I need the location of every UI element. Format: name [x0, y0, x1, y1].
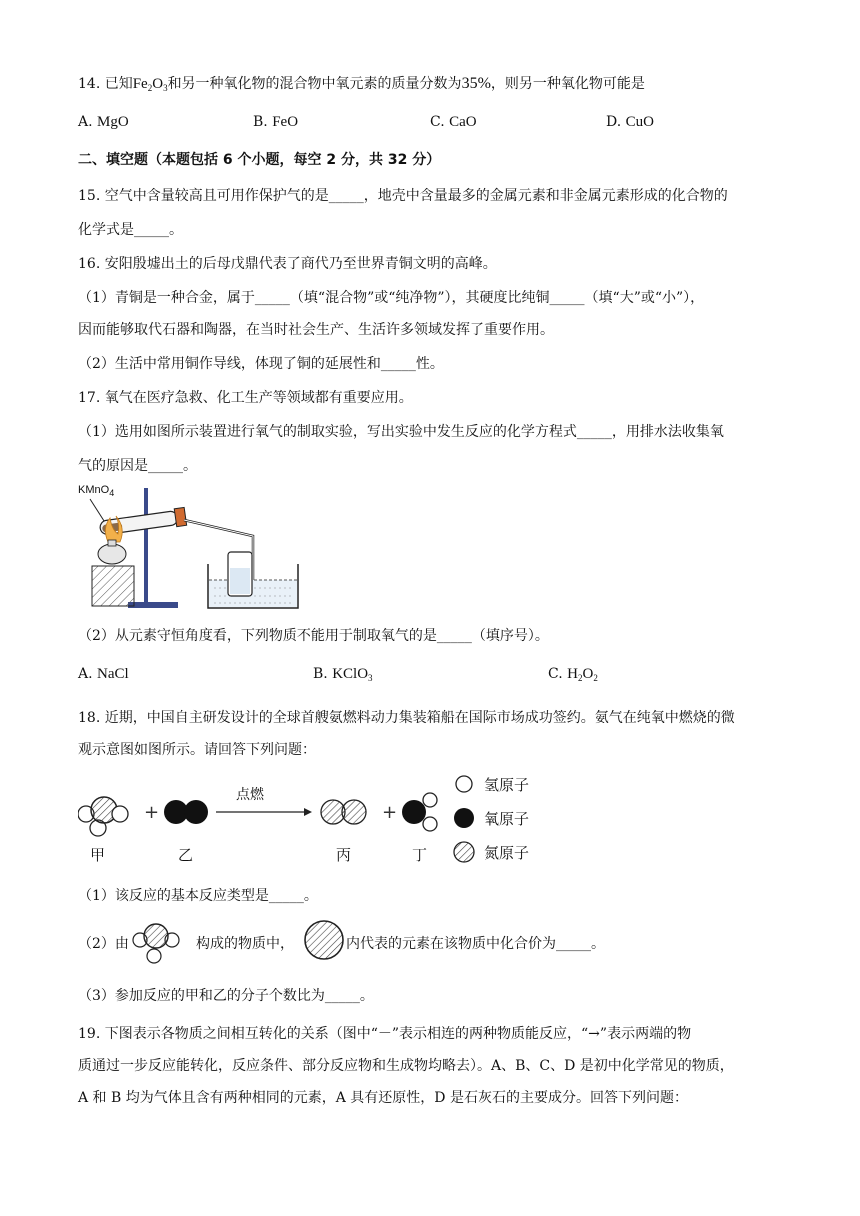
q19-line2: 质通过一步反应能转化，反应条件、部分反应物和生成物均略去）。A、B、C、D 是初中化学常见的物质，	[78, 1058, 734, 1074]
q18-part2-mid: 构成的物质中，	[196, 936, 294, 952]
kmno4-label: KMnO$_4$	[78, 484, 115, 498]
nitrogen-atom-inline-icon	[302, 918, 346, 962]
q14-option-a[interactable]: A. MgO	[78, 114, 129, 130]
q18-part2: （2）由	[78, 936, 129, 952]
svg-text:+: +	[382, 802, 398, 823]
svg-text:+: +	[144, 802, 160, 823]
fe2o3-formula: $Fe_2O_3$	[132, 76, 168, 93]
q19-line1: 19. 下图表示各物质之间相互转化的关系（图中“－”表示相连的两种物质能反应，“→”表示两端的物	[78, 1026, 692, 1042]
oxygen-apparatus-figure	[78, 484, 458, 614]
q19-line3: A 和 B 均为气体且含有两种相同的元素，A 具有还原性，D 是石灰石的主要成分。回答下列问题：	[78, 1090, 688, 1106]
q16-part1-line1: （1）青铜是一种合金，属于_____（填“混合物”或“纯净物”），其硬度比纯铜_____（填“大”或“小”），	[78, 290, 705, 306]
q15-line2: 化学式是_____。	[78, 222, 183, 238]
section-heading: 二、填空题（本题包括 6 个小题，每空 2 分，共 32 分）	[78, 152, 441, 168]
reaction-condition: 点燃	[236, 787, 264, 803]
q16-line1: 16. 安阳殷墟出土的后母戊鼎代表了商代乃至世界青铜文明的高峰。	[78, 256, 497, 272]
label-jia: 甲	[90, 846, 106, 864]
ammonia-molecule	[78, 797, 128, 836]
q18-part2-post: 内代表的元素在该物质中化合价为_____。	[346, 936, 605, 952]
q14-option-d[interactable]: D. CuO	[606, 114, 654, 130]
label-yi: 乙	[178, 846, 194, 864]
q18-line1: 18. 近期，中国自主研发设计的全球首艘氨燃料动力集装箱船在国际市场成功签约。氨气在纯氧中燃烧的微	[78, 710, 735, 726]
q18-line2: 观示意图如图所示。请回答下列问题：	[78, 742, 316, 758]
q14-stem: 14. 已知$Fe_2O_3$和另一种氧化物的混合物中氧元素的质量分数为35%，则另一种氧化物可能是	[78, 75, 645, 93]
q15-line1: 15. 空气中含量较高且可用作保护气的是_____，地壳中含量最多的金属元素和非金属元素形成的化合物的	[78, 188, 728, 204]
legend-hydrogen: 氢原子	[484, 776, 530, 794]
ammonia-inline-icon	[132, 918, 182, 968]
q17-option-c[interactable]: C. $H_2O_2$	[548, 666, 598, 683]
q14-option-b[interactable]: B. FeO	[253, 114, 299, 130]
q16-part1-line2: 因而能够取代石器和陶器，在当时社会生产、生活许多领域发挥了重要作用。	[78, 322, 554, 338]
legend-nitrogen: 氮原子	[484, 844, 530, 862]
apparatus-drawing	[78, 484, 458, 614]
q17-part1-line2: 气的原因是_____。	[78, 458, 197, 474]
percent-value: 35%	[461, 75, 491, 92]
reaction-molecules	[78, 766, 548, 870]
q17-line1: 17. 氧气在医疗急救、化工生产等领域都有重要应用。	[78, 390, 413, 406]
q18-part1: （1）该反应的基本反应类型是_____。	[78, 888, 318, 904]
q18-part3: （3）参加反应的甲和乙的分子个数比为_____。	[78, 988, 374, 1004]
label-ding: 丁	[412, 846, 428, 864]
q17-part1-line1: （1）选用如图所示装置进行氧气的制取实验，写出实验中发生反应的化学方程式_____，用排水法收集氧	[78, 424, 724, 440]
reaction-diagram	[78, 766, 548, 870]
q17-part2: （2）从元素守恒角度看，下列物质不能用于制取氧气的是_____（填序号）。	[78, 628, 549, 644]
label-bing: 丙	[336, 846, 352, 864]
q14-prefix: 14. 已知	[78, 76, 133, 92]
q17-option-a[interactable]: A. NaCl	[78, 666, 129, 682]
q14-option-c[interactable]: C. CaO	[430, 114, 477, 130]
q17-option-b[interactable]: B. KClO$_3$	[313, 666, 373, 683]
q16-part2: （2）生活中常用铜作导线，体现了铜的延展性和_____性。	[78, 356, 444, 372]
legend-oxygen: 氧原子	[484, 810, 530, 828]
